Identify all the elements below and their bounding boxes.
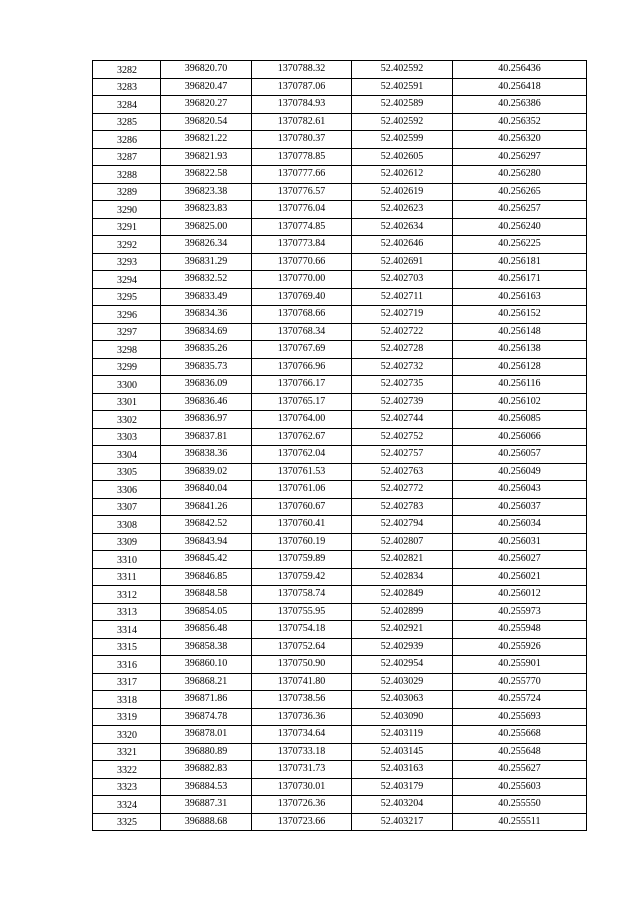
latitude-cell: 52.402722	[352, 323, 453, 341]
table-row	[93, 656, 587, 674]
y-coordinate-cell: 1370754.18	[252, 621, 352, 639]
latitude-cell: 52.402592	[352, 113, 453, 131]
longitude-cell: 40.256265	[453, 183, 587, 201]
point-number-cell: 3295	[93, 288, 161, 306]
longitude-cell: 40.256225	[453, 236, 587, 254]
table-row	[93, 498, 587, 516]
y-coordinate-cell: 1370738.56	[252, 691, 352, 709]
latitude-cell: 52.402744	[352, 411, 453, 429]
table-row	[93, 621, 587, 639]
x-coordinate-cell: 396856.48	[161, 621, 252, 639]
x-coordinate-cell: 396832.52	[161, 271, 252, 289]
point-number-cell: 3321	[93, 743, 161, 761]
table-row	[93, 813, 587, 831]
y-coordinate-cell: 1370768.34	[252, 323, 352, 341]
point-number-cell: 3282	[93, 61, 161, 79]
x-coordinate-cell: 396846.85	[161, 568, 252, 586]
longitude-cell: 40.256012	[453, 586, 587, 604]
x-coordinate-cell: 396834.69	[161, 323, 252, 341]
longitude-cell: 40.255603	[453, 778, 587, 796]
y-coordinate-cell: 1370777.66	[252, 166, 352, 184]
point-number-cell: 3289	[93, 183, 161, 201]
latitude-cell: 52.402735	[352, 376, 453, 394]
table-row	[93, 323, 587, 341]
y-coordinate-cell: 1370731.73	[252, 761, 352, 779]
y-coordinate-cell: 1370760.41	[252, 516, 352, 534]
y-coordinate-cell: 1370776.57	[252, 183, 352, 201]
x-coordinate-cell: 396845.42	[161, 551, 252, 569]
table-row	[93, 726, 587, 744]
longitude-cell: 40.256034	[453, 516, 587, 534]
table-row	[93, 691, 587, 709]
latitude-cell: 52.402849	[352, 586, 453, 604]
x-coordinate-cell: 396848.58	[161, 586, 252, 604]
table-row	[93, 446, 587, 464]
table-row	[93, 201, 587, 219]
x-coordinate-cell: 396820.27	[161, 96, 252, 114]
point-number-cell: 3304	[93, 446, 161, 464]
y-coordinate-cell: 1370787.06	[252, 78, 352, 96]
point-number-cell: 3316	[93, 656, 161, 674]
longitude-cell: 40.256031	[453, 533, 587, 551]
point-number-cell: 3283	[93, 78, 161, 96]
x-coordinate-cell: 396871.86	[161, 691, 252, 709]
x-coordinate-cell: 396858.38	[161, 638, 252, 656]
table-row	[93, 586, 587, 604]
table-row	[93, 481, 587, 499]
latitude-cell: 52.402589	[352, 96, 453, 114]
longitude-cell: 40.256418	[453, 78, 587, 96]
point-number-cell: 3315	[93, 638, 161, 656]
latitude-cell: 52.403063	[352, 691, 453, 709]
y-coordinate-cell: 1370733.18	[252, 743, 352, 761]
longitude-cell: 40.255973	[453, 603, 587, 621]
longitude-cell: 40.256116	[453, 376, 587, 394]
point-number-cell: 3324	[93, 796, 161, 814]
latitude-cell: 52.402634	[352, 218, 453, 236]
latitude-cell: 52.402612	[352, 166, 453, 184]
table-row	[93, 96, 587, 114]
y-coordinate-cell: 1370741.80	[252, 673, 352, 691]
longitude-cell: 40.255648	[453, 743, 587, 761]
table-row	[93, 638, 587, 656]
y-coordinate-cell: 1370752.64	[252, 638, 352, 656]
point-number-cell: 3308	[93, 516, 161, 534]
x-coordinate-cell: 396841.26	[161, 498, 252, 516]
y-coordinate-cell: 1370760.67	[252, 498, 352, 516]
y-coordinate-cell: 1370778.85	[252, 148, 352, 166]
x-coordinate-cell: 396868.21	[161, 673, 252, 691]
y-coordinate-cell: 1370766.17	[252, 376, 352, 394]
y-coordinate-cell: 1370734.64	[252, 726, 352, 744]
x-coordinate-cell: 396836.46	[161, 393, 252, 411]
y-coordinate-cell: 1370780.37	[252, 131, 352, 149]
latitude-cell: 52.402939	[352, 638, 453, 656]
x-coordinate-cell: 396820.70	[161, 61, 252, 79]
longitude-cell: 40.255948	[453, 621, 587, 639]
longitude-cell: 40.256171	[453, 271, 587, 289]
point-number-cell: 3310	[93, 551, 161, 569]
point-number-cell: 3285	[93, 113, 161, 131]
longitude-cell: 40.256386	[453, 96, 587, 114]
x-coordinate-cell: 396823.38	[161, 183, 252, 201]
table-row	[93, 778, 587, 796]
x-coordinate-cell: 396835.73	[161, 358, 252, 376]
latitude-cell: 52.402739	[352, 393, 453, 411]
table-row	[93, 761, 587, 779]
longitude-cell: 40.256436	[453, 61, 587, 79]
x-coordinate-cell: 396854.05	[161, 603, 252, 621]
y-coordinate-cell: 1370750.90	[252, 656, 352, 674]
latitude-cell: 52.402794	[352, 516, 453, 534]
y-coordinate-cell: 1370782.61	[252, 113, 352, 131]
point-number-cell: 3287	[93, 148, 161, 166]
point-number-cell: 3306	[93, 481, 161, 499]
point-number-cell: 3307	[93, 498, 161, 516]
y-coordinate-cell: 1370773.84	[252, 236, 352, 254]
latitude-cell: 52.402772	[352, 481, 453, 499]
point-number-cell: 3313	[93, 603, 161, 621]
x-coordinate-cell: 396823.83	[161, 201, 252, 219]
table-row	[93, 306, 587, 324]
y-coordinate-cell: 1370770.00	[252, 271, 352, 289]
longitude-cell: 40.256021	[453, 568, 587, 586]
y-coordinate-cell: 1370769.40	[252, 288, 352, 306]
y-coordinate-cell: 1370774.85	[252, 218, 352, 236]
point-number-cell: 3294	[93, 271, 161, 289]
point-number-cell: 3302	[93, 411, 161, 429]
point-number-cell: 3291	[93, 218, 161, 236]
table-row	[93, 183, 587, 201]
point-number-cell: 3284	[93, 96, 161, 114]
x-coordinate-cell: 396838.36	[161, 446, 252, 464]
latitude-cell: 52.403204	[352, 796, 453, 814]
latitude-cell: 52.402834	[352, 568, 453, 586]
latitude-cell: 52.403119	[352, 726, 453, 744]
table-row	[93, 166, 587, 184]
y-coordinate-cell: 1370770.66	[252, 253, 352, 271]
x-coordinate-cell: 396842.52	[161, 516, 252, 534]
x-coordinate-cell: 396843.94	[161, 533, 252, 551]
longitude-cell: 40.255511	[453, 813, 587, 831]
longitude-cell: 40.255627	[453, 761, 587, 779]
point-number-cell: 3312	[93, 586, 161, 604]
longitude-cell: 40.256163	[453, 288, 587, 306]
longitude-cell: 40.256352	[453, 113, 587, 131]
table-row	[93, 516, 587, 534]
longitude-cell: 40.255693	[453, 708, 587, 726]
point-number-cell: 3318	[93, 691, 161, 709]
table-row	[93, 78, 587, 96]
table-row	[93, 708, 587, 726]
latitude-cell: 52.402763	[352, 463, 453, 481]
longitude-cell: 40.256138	[453, 341, 587, 359]
table-row	[93, 253, 587, 271]
y-coordinate-cell: 1370730.01	[252, 778, 352, 796]
longitude-cell: 40.256128	[453, 358, 587, 376]
x-coordinate-cell: 396880.89	[161, 743, 252, 761]
point-number-cell: 3305	[93, 463, 161, 481]
longitude-cell: 40.256057	[453, 446, 587, 464]
latitude-cell: 52.402757	[352, 446, 453, 464]
x-coordinate-cell: 396836.97	[161, 411, 252, 429]
latitude-cell: 52.403163	[352, 761, 453, 779]
longitude-cell: 40.256027	[453, 551, 587, 569]
y-coordinate-cell: 1370759.42	[252, 568, 352, 586]
y-coordinate-cell: 1370761.06	[252, 481, 352, 499]
x-coordinate-cell: 396882.83	[161, 761, 252, 779]
latitude-cell: 52.402703	[352, 271, 453, 289]
latitude-cell: 52.402719	[352, 306, 453, 324]
latitude-cell: 52.402732	[352, 358, 453, 376]
x-coordinate-cell: 396884.53	[161, 778, 252, 796]
y-coordinate-cell: 1370736.36	[252, 708, 352, 726]
longitude-cell: 40.256085	[453, 411, 587, 429]
point-number-cell: 3298	[93, 341, 161, 359]
latitude-cell: 52.402623	[352, 201, 453, 219]
longitude-cell: 40.256181	[453, 253, 587, 271]
table-row	[93, 358, 587, 376]
longitude-cell: 40.256240	[453, 218, 587, 236]
point-number-cell: 3320	[93, 726, 161, 744]
y-coordinate-cell: 1370762.67	[252, 428, 352, 446]
longitude-cell: 40.256037	[453, 498, 587, 516]
y-coordinate-cell: 1370766.96	[252, 358, 352, 376]
table-row	[93, 743, 587, 761]
longitude-cell: 40.255668	[453, 726, 587, 744]
point-number-cell: 3303	[93, 428, 161, 446]
table-row	[93, 393, 587, 411]
y-coordinate-cell: 1370765.17	[252, 393, 352, 411]
x-coordinate-cell: 396826.34	[161, 236, 252, 254]
x-coordinate-cell: 396887.31	[161, 796, 252, 814]
point-number-cell: 3322	[93, 761, 161, 779]
x-coordinate-cell: 396822.58	[161, 166, 252, 184]
coordinates-table	[92, 60, 587, 831]
longitude-cell: 40.255770	[453, 673, 587, 691]
latitude-cell: 52.402691	[352, 253, 453, 271]
table-row	[93, 236, 587, 254]
table-row	[93, 61, 587, 79]
y-coordinate-cell: 1370755.95	[252, 603, 352, 621]
x-coordinate-cell: 396821.93	[161, 148, 252, 166]
latitude-cell: 52.403179	[352, 778, 453, 796]
table-row	[93, 428, 587, 446]
longitude-cell: 40.256257	[453, 201, 587, 219]
longitude-cell: 40.255724	[453, 691, 587, 709]
latitude-cell: 52.402599	[352, 131, 453, 149]
x-coordinate-cell: 396820.54	[161, 113, 252, 131]
latitude-cell: 52.403029	[352, 673, 453, 691]
longitude-cell: 40.256043	[453, 481, 587, 499]
longitude-cell: 40.256049	[453, 463, 587, 481]
table-row	[93, 551, 587, 569]
point-number-cell: 3288	[93, 166, 161, 184]
point-number-cell: 3319	[93, 708, 161, 726]
latitude-cell: 52.402646	[352, 236, 453, 254]
y-coordinate-cell: 1370723.66	[252, 813, 352, 831]
y-coordinate-cell: 1370776.04	[252, 201, 352, 219]
y-coordinate-cell: 1370726.36	[252, 796, 352, 814]
table-row	[93, 113, 587, 131]
table-row	[93, 603, 587, 621]
point-number-cell: 3296	[93, 306, 161, 324]
y-coordinate-cell: 1370761.53	[252, 463, 352, 481]
point-number-cell: 3299	[93, 358, 161, 376]
longitude-cell: 40.256297	[453, 148, 587, 166]
table-row	[93, 218, 587, 236]
longitude-cell: 40.255926	[453, 638, 587, 656]
x-coordinate-cell: 396839.02	[161, 463, 252, 481]
longitude-cell: 40.256280	[453, 166, 587, 184]
x-coordinate-cell: 396874.78	[161, 708, 252, 726]
latitude-cell: 52.402711	[352, 288, 453, 306]
latitude-cell: 52.402807	[352, 533, 453, 551]
point-number-cell: 3309	[93, 533, 161, 551]
latitude-cell: 52.403145	[352, 743, 453, 761]
latitude-cell: 52.402954	[352, 656, 453, 674]
table-row	[93, 376, 587, 394]
longitude-cell: 40.256320	[453, 131, 587, 149]
point-number-cell: 3290	[93, 201, 161, 219]
latitude-cell: 52.402728	[352, 341, 453, 359]
longitude-cell: 40.255901	[453, 656, 587, 674]
latitude-cell: 52.402752	[352, 428, 453, 446]
y-coordinate-cell: 1370759.89	[252, 551, 352, 569]
x-coordinate-cell: 396878.01	[161, 726, 252, 744]
y-coordinate-cell: 1370760.19	[252, 533, 352, 551]
x-coordinate-cell: 396820.47	[161, 78, 252, 96]
point-number-cell: 3293	[93, 253, 161, 271]
table-row	[93, 148, 587, 166]
point-number-cell: 3286	[93, 131, 161, 149]
point-number-cell: 3301	[93, 393, 161, 411]
table-row	[93, 533, 587, 551]
latitude-cell: 52.402921	[352, 621, 453, 639]
x-coordinate-cell: 396860.10	[161, 656, 252, 674]
longitude-cell: 40.255550	[453, 796, 587, 814]
table-row	[93, 673, 587, 691]
x-coordinate-cell: 396834.36	[161, 306, 252, 324]
y-coordinate-cell: 1370762.04	[252, 446, 352, 464]
y-coordinate-cell: 1370788.32	[252, 61, 352, 79]
x-coordinate-cell: 396888.68	[161, 813, 252, 831]
x-coordinate-cell: 396831.29	[161, 253, 252, 271]
point-number-cell: 3317	[93, 673, 161, 691]
longitude-cell: 40.256066	[453, 428, 587, 446]
latitude-cell: 52.402591	[352, 78, 453, 96]
latitude-cell: 52.402592	[352, 61, 453, 79]
latitude-cell: 52.402899	[352, 603, 453, 621]
point-number-cell: 3297	[93, 323, 161, 341]
x-coordinate-cell: 396837.81	[161, 428, 252, 446]
x-coordinate-cell: 396840.04	[161, 481, 252, 499]
latitude-cell: 52.402821	[352, 551, 453, 569]
longitude-cell: 40.256102	[453, 393, 587, 411]
latitude-cell: 52.403217	[352, 813, 453, 831]
point-number-cell: 3314	[93, 621, 161, 639]
point-number-cell: 3300	[93, 376, 161, 394]
latitude-cell: 52.402619	[352, 183, 453, 201]
x-coordinate-cell: 396835.26	[161, 341, 252, 359]
x-coordinate-cell: 396821.22	[161, 131, 252, 149]
longitude-cell: 40.256152	[453, 306, 587, 324]
table-row	[93, 271, 587, 289]
table-row	[93, 568, 587, 586]
table-row	[93, 463, 587, 481]
point-number-cell: 3292	[93, 236, 161, 254]
y-coordinate-cell: 1370784.93	[252, 96, 352, 114]
y-coordinate-cell: 1370768.66	[252, 306, 352, 324]
y-coordinate-cell: 1370764.00	[252, 411, 352, 429]
x-coordinate-cell: 396833.49	[161, 288, 252, 306]
longitude-cell: 40.256148	[453, 323, 587, 341]
y-coordinate-cell: 1370767.69	[252, 341, 352, 359]
x-coordinate-cell: 396825.00	[161, 218, 252, 236]
x-coordinate-cell: 396836.09	[161, 376, 252, 394]
point-number-cell: 3323	[93, 778, 161, 796]
latitude-cell: 52.402605	[352, 148, 453, 166]
coordinates-table-body	[93, 61, 587, 831]
latitude-cell: 52.402783	[352, 498, 453, 516]
latitude-cell: 52.403090	[352, 708, 453, 726]
table-row	[93, 341, 587, 359]
table-row	[93, 288, 587, 306]
y-coordinate-cell: 1370758.74	[252, 586, 352, 604]
point-number-cell: 3325	[93, 813, 161, 831]
table-row	[93, 796, 587, 814]
table-row	[93, 411, 587, 429]
point-number-cell: 3311	[93, 568, 161, 586]
table-row	[93, 131, 587, 149]
